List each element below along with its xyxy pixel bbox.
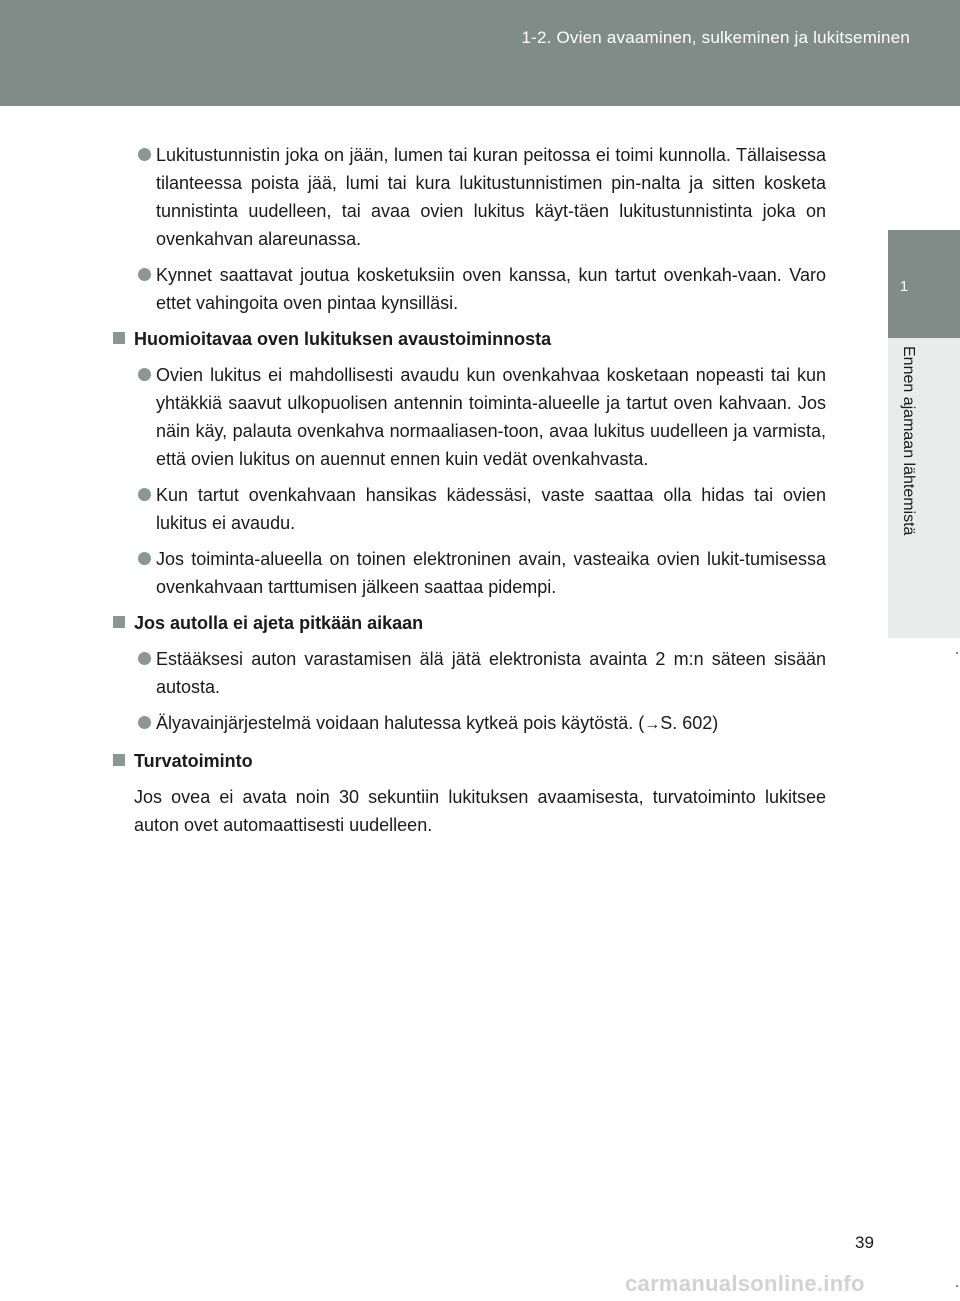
section-heading: Huomioitavaa oven lukituksen avaustoiminnosta: [113, 325, 826, 353]
bullet-dot-icon: [138, 368, 151, 381]
square-bullet-icon: [113, 332, 125, 344]
margin-mark: [956, 1285, 958, 1287]
bullet-dot-icon: [138, 552, 151, 565]
page-content: [113, 141, 826, 839]
margin-mark: [956, 40, 958, 42]
watermark-text: carmanualsonline.info: [625, 1271, 865, 1296]
chapter-title: Ennen ajamaan lähtemistä: [900, 346, 917, 536]
arrow-right-icon: →: [644, 716, 661, 733]
bullet-dot-icon: [138, 268, 151, 281]
bullet-item: Estääksesi auton varastamisen älä jätä elektronista avainta 2 m:n säteen sisään autosta.: [113, 645, 826, 701]
section-paragraph: Jos ovea ei avata noin 30 sekuntiin lukituksen avaamisesta, turvatoiminto lukitsee auton ovet automaattisesti uudelleen.: [134, 787, 826, 835]
bullet-dot-icon: [138, 488, 151, 501]
margin-mark: [956, 652, 958, 654]
chapter-tab: [888, 230, 960, 338]
bullet-item: Ovien lukitus ei mahdollisesti avaudu kun ovenkahvaa kosketaan nopeasti tai kun yhtäkkiä saavut ulkopuolisen antennin toiminta-alueelle ja tartut oven kahvaan. Jos näin käy, palauta ovenkahva normaaliasen-toon, avaa lukitus uudelleen ja varmista, että ovien lukitus on auennut ennen kuin vedät ovenkahvasta.: [113, 361, 826, 473]
bullet-item: Älyavainjärjestelmä voidaan halutessa kytkeä pois käytöstä. (→S. 602): [113, 709, 826, 739]
page-number: 39: [855, 1233, 874, 1252]
square-bullet-icon: [113, 616, 125, 628]
square-bullet-icon: [113, 754, 125, 766]
section-heading: Jos autolla ei ajeta pitkään aikaan: [113, 609, 826, 637]
bullet-item: Kun tartut ovenkahvaan hansikas kädessäsi, vaste saattaa olla hidas tai ovien lukitus ei avaudu.: [113, 481, 826, 537]
bullet-item: Jos toiminta-alueella on toinen elektroninen avain, vasteaika ovien lukit-tumisessa ovenkahvaan tarttumisen jälkeen saattaa pidempi.: [113, 545, 826, 601]
bullet-dot-icon: [138, 652, 151, 665]
chapter-number: 1: [899, 278, 909, 295]
bullet-item: Lukitustunnistin joka on jään, lumen tai kuran peitossa ei toimi kunnolla. Tällaisessa tilanteessa poista jää, lumi tai kura lukitustunnistimen pin-nalta ja sitten kosketa tunnistinta uudelleen, tai avaa ovien lukitus käyt-täen lukitustunnistinta joka on ovenkahvan alareunassa.: [113, 141, 826, 253]
bullet-dot-icon: [138, 148, 151, 161]
section-heading: Turvatoiminto: [113, 747, 826, 775]
page-reference[interactable]: S. 602): [660, 713, 719, 733]
bullet-item: Kynnet saattavat joutua kosketuksiin oven kanssa, kun tartut ovenkah-vaan. Varo ettet vahingoita oven pintaa kynsilläsi.: [113, 261, 826, 317]
bullet-dot-icon: [138, 716, 151, 729]
header-title: 1-2. Ovien avaaminen, sulkeminen ja lukitseminen: [521, 28, 910, 47]
header-band: [0, 0, 960, 106]
